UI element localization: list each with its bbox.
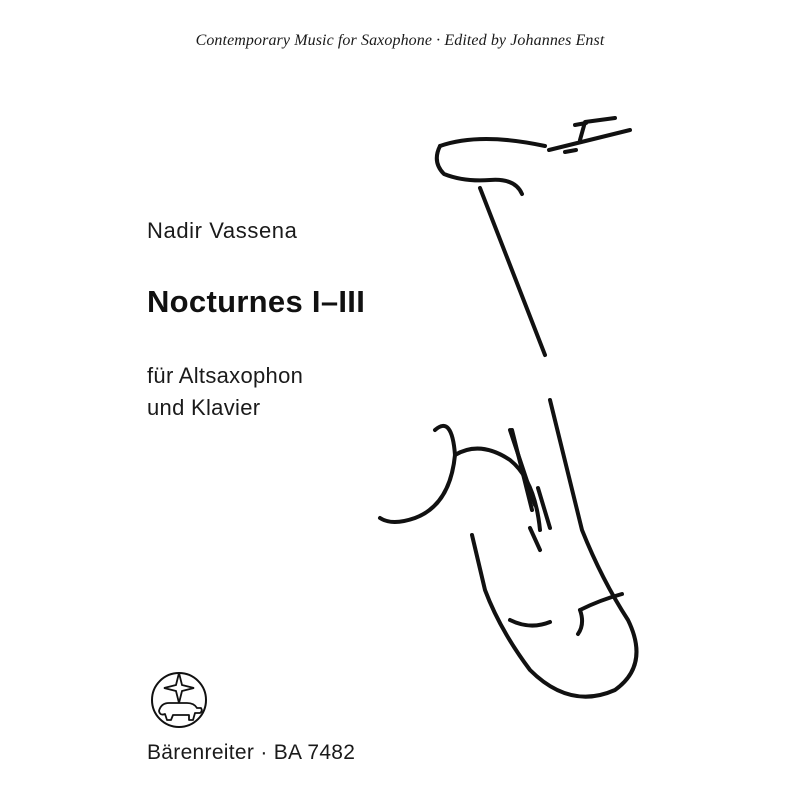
work-title: Nocturnes I–III [147, 284, 366, 319]
saxophone-line-drawing-icon [360, 110, 660, 720]
instrumentation-line-1: für Altsaxophon [147, 363, 304, 388]
series-line: Contemporary Music for Saxophone · Edited by Johannes Enst [195, 32, 605, 49]
instrumentation [147, 360, 303, 424]
baerenreiter-bear-seal-icon [149, 667, 209, 733]
composer-name: Nadir Vassena [147, 218, 298, 243]
instrumentation-line-2: und Klavier [147, 395, 261, 420]
publisher-line: Bärenreiter · BA 7482 [147, 741, 356, 764]
